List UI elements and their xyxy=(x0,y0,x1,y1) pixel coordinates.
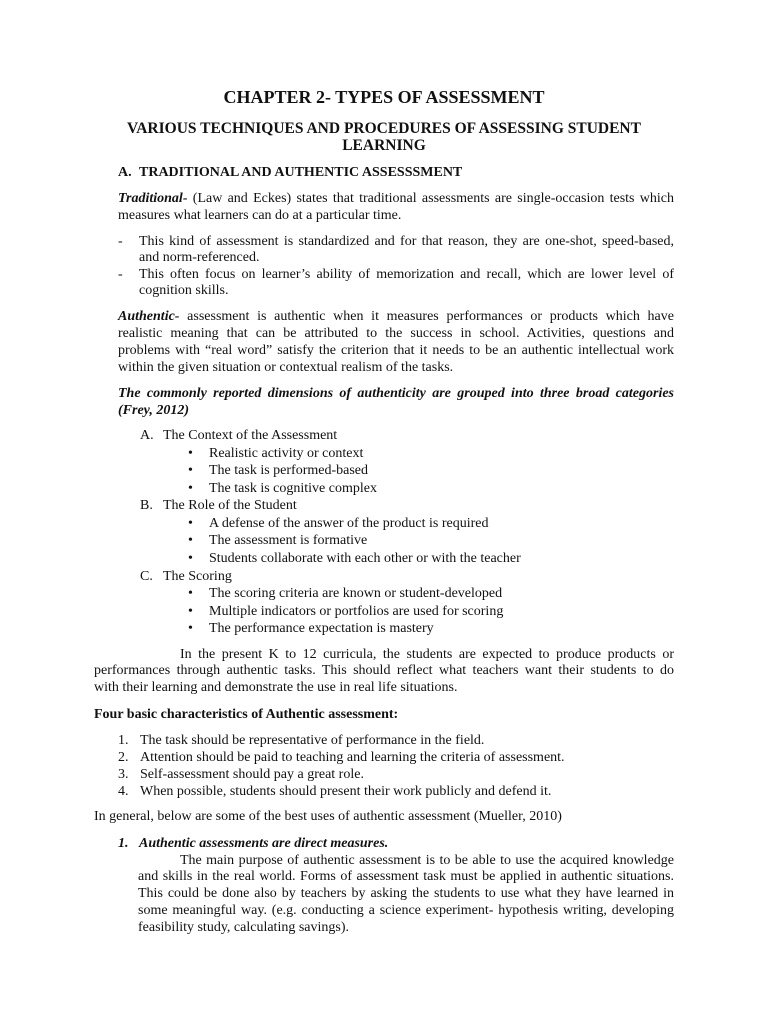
use-paragraph xyxy=(138,853,674,937)
list-item-text xyxy=(139,234,674,267)
paragraph-line: The commonly reported dimensions of authenticity are grouped into three broad categories xyxy=(118,385,674,401)
dash-marker: - xyxy=(118,266,123,282)
item-number: 4. xyxy=(118,783,129,799)
bullet-marker: • xyxy=(188,603,193,619)
paragraph-line: (Frey, 2012) xyxy=(118,402,190,418)
bullet-item xyxy=(140,620,660,638)
dash-marker: - xyxy=(118,233,123,249)
bullet-marker: • xyxy=(188,515,193,531)
use-title: Authentic assessments are direct measures. xyxy=(139,835,389,851)
paragraph-line: some meaningful way. (e.g. conducting a science experiment- hypothesis writing, developing xyxy=(138,902,674,918)
dimension-group-scoring xyxy=(140,568,660,638)
dimension-heading xyxy=(140,497,660,515)
bullet-marker: • xyxy=(188,551,193,567)
item-text: Attention should be paid to teaching and learning the criteria of assessment. xyxy=(140,749,565,765)
bullet-marker: • xyxy=(188,480,193,496)
bullet-item xyxy=(140,515,660,533)
traditional-paragraph xyxy=(118,190,674,224)
dimension-group-context xyxy=(140,427,660,497)
bullet-item xyxy=(140,603,660,621)
paragraph-line: measures what learners can do at a particular time. xyxy=(118,207,402,223)
paragraph-line: with their learning and demonstrate the use in real life situations. xyxy=(94,679,458,695)
bullet-text: The task is performed-based xyxy=(209,463,368,479)
paragraph-line: and skills in the real world. Forms of assessment task must be applied in authentic situations. xyxy=(138,869,674,885)
dimension-label: B. xyxy=(140,498,153,514)
dimensions-intro xyxy=(118,385,674,419)
paragraph-line xyxy=(118,308,674,325)
dimension-label: A. xyxy=(140,428,154,444)
dimension-title: The Scoring xyxy=(163,568,232,584)
dimension-title: The Context of the Assessment xyxy=(163,428,338,444)
paragraph-line: The main purpose of authentic assessment is to be able to use the acquired knowledge xyxy=(180,852,674,868)
dimension-title: The Role of the Student xyxy=(163,498,297,514)
bullet-item xyxy=(140,550,660,568)
paragraph-line: This could be done also by teachers by asking the students to use what they have learned in xyxy=(138,886,674,902)
traditional-points-list xyxy=(118,234,674,300)
bullet-marker: • xyxy=(188,533,193,549)
dimensions-list xyxy=(140,427,660,638)
authentic-paragraph xyxy=(118,308,674,376)
use-heading xyxy=(118,835,388,852)
bullet-item xyxy=(140,585,660,603)
characteristics-list xyxy=(118,732,674,800)
item-text: The task should be representative of performance in the field. xyxy=(140,732,485,748)
numbered-item xyxy=(118,732,674,749)
bullet-item xyxy=(140,462,660,480)
list-item-line: This kind of assessment is standardized and for that reason, they are one-shot, speed-based, xyxy=(139,233,674,249)
chapter-subtitle: VARIOUS TECHNIQUES AND PROCEDURES OF ASSESSING STUDENT LEARNING xyxy=(127,119,641,154)
authentic-term: Authentic- xyxy=(118,308,180,324)
paragraph-line: problems with “real word” satisfy the criterion that it needs to be an authentic intellectual work xyxy=(118,342,674,358)
dimension-heading xyxy=(140,568,660,586)
bullet-marker: • xyxy=(188,463,193,479)
section-heading-text: TRADITIONAL AND AUTHENTIC ASSESSSMENT xyxy=(139,164,463,180)
paragraph-line: performances through authentic tasks. This should reflect what teachers want their students to do xyxy=(94,663,674,679)
paragraph-line: In the present K to 12 curricula, the students are expected to produce products or xyxy=(180,646,674,662)
section-heading-traditional-authentic xyxy=(118,164,462,181)
paragraph-line xyxy=(118,190,674,207)
numbered-item xyxy=(118,766,674,783)
k12-paragraph xyxy=(94,647,674,697)
bullet-text: The scoring criteria are known or student-developed xyxy=(209,586,503,602)
paragraph-line: realistic meaning that can be attributed to the success in school. Activities, questions and xyxy=(118,325,674,341)
traditional-term: Traditional- xyxy=(118,190,188,206)
characteristics-heading: Four basic characteristics of Authentic assessment: xyxy=(94,706,399,722)
use-number: 1. xyxy=(118,835,129,851)
section-label: A. xyxy=(118,164,132,180)
uses-intro: In general, below are some of the best uses of authentic assessment (Mueller, 2010) xyxy=(94,808,562,824)
item-text: When possible, students should present their work publicly and defend it. xyxy=(140,783,552,799)
list-item-line: cognition skills. xyxy=(139,283,229,299)
dimension-label: C. xyxy=(140,568,153,584)
bullet-marker: • xyxy=(188,586,193,602)
list-item-line: and norm-referenced. xyxy=(139,250,260,266)
bullet-item xyxy=(140,445,660,463)
dimension-heading xyxy=(140,427,660,445)
numbered-item xyxy=(118,783,674,800)
item-number: 1. xyxy=(118,732,129,748)
bullet-text: The task is cognitive complex xyxy=(209,480,377,496)
dimension-group-student-role xyxy=(140,497,660,567)
bullet-text: The assessment is formative xyxy=(209,533,368,549)
bullet-text: The performance expectation is mastery xyxy=(209,621,434,637)
bullet-marker: • xyxy=(188,621,193,637)
chapter-title: CHAPTER 2- TYPES OF ASSESSMENT xyxy=(223,87,545,107)
list-item xyxy=(118,234,674,267)
list-item-line: This often focus on learner’s ability of memorization and recall, which are lower level of xyxy=(139,266,674,282)
paragraph-line: feasibility study, calculating savings). xyxy=(138,919,349,935)
bullet-text: Multiple indicators or portfolios are used for scoring xyxy=(209,603,504,619)
bullet-item xyxy=(140,532,660,550)
paragraph-text: (Law and Eckes) states that traditional assessments are single-occasion tests which xyxy=(187,190,674,206)
bullet-text: A defense of the answer of the product is required xyxy=(209,515,489,531)
item-number: 2. xyxy=(118,749,129,765)
list-item-text xyxy=(139,267,674,300)
bullet-text: Realistic activity or context xyxy=(209,445,364,461)
bullet-marker: • xyxy=(188,445,193,461)
numbered-item xyxy=(118,749,674,766)
paragraph-text: assessment is authentic when it measures performances or products which have xyxy=(179,308,674,324)
list-item xyxy=(118,267,674,300)
paragraph-line: within the given situation or contextual realism of the tasks. xyxy=(118,359,454,375)
bullet-text: Students collaborate with each other or with the teacher xyxy=(209,551,521,567)
item-text: Self-assessment should pay a great role. xyxy=(140,766,364,782)
item-number: 3. xyxy=(118,766,129,782)
bullet-item xyxy=(140,480,660,498)
